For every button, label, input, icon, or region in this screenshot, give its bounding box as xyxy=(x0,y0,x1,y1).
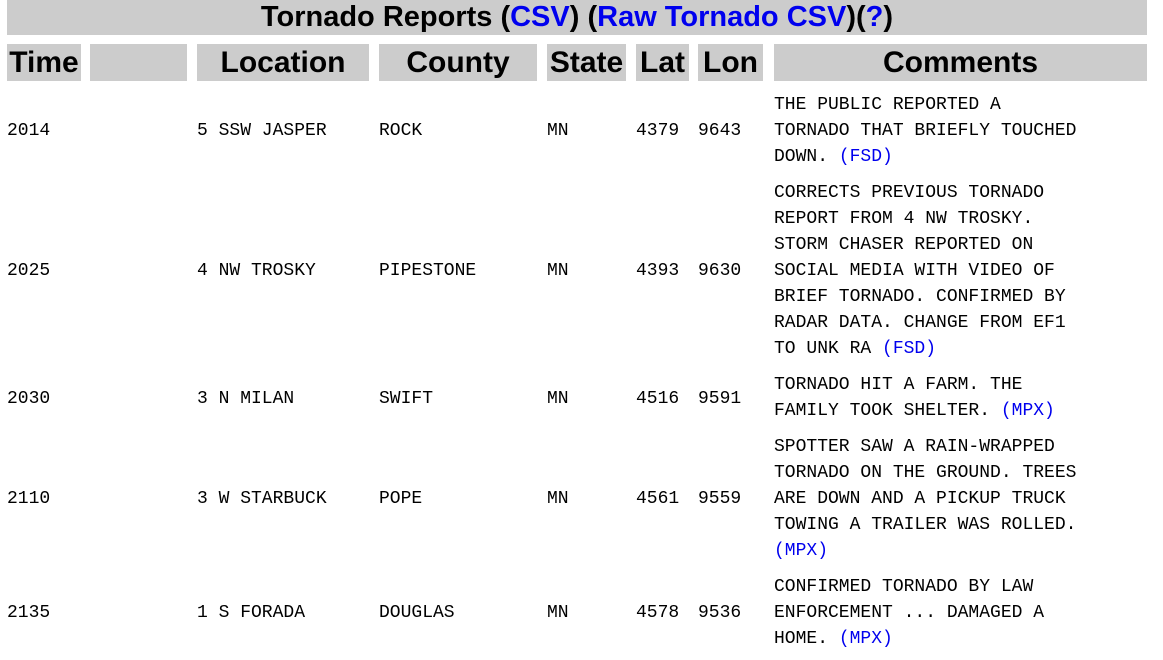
title-close: )( xyxy=(846,1,866,33)
csv-link[interactable]: CSV xyxy=(510,1,570,33)
title-prefix: Tornado Reports ( xyxy=(260,1,511,33)
comment-text: SPOTTER SAW A RAIN-WRAPPED TORNADO ON THE GROUND. TREES ARE DOWN AND A PICKUP TRUCK TOWING A TRAILER WAS ROLLED. xyxy=(774,437,1077,535)
cell-comment xyxy=(774,92,1149,170)
office-link[interactable]: (FSD) xyxy=(838,147,893,167)
column-header-lon[interactable]: Lon xyxy=(698,44,763,81)
column-header-state[interactable]: State xyxy=(547,44,626,81)
raw-csv-link[interactable]: Raw Tornado CSV xyxy=(597,1,847,33)
comment-text: CORRECTS PREVIOUS TORNADO REPORT FROM 4 NW TROSKY. STORM CHASER REPORTED ON SOCIAL MEDIA WITH VIDEO OF BRIEF TORNADO. CONFIRMED BY RADAR DATA. CHANGE FROM EF1 TO UNK RA xyxy=(774,183,1066,359)
cell-time: 2135 xyxy=(7,603,51,623)
cell-comment xyxy=(774,434,1149,564)
cell-state: MN xyxy=(547,603,569,623)
cell-comment xyxy=(774,180,1149,362)
cell-lon: 9559 xyxy=(698,489,742,509)
cell-time: 2014 xyxy=(7,121,51,141)
cell-lat: 4516 xyxy=(636,389,680,409)
title-middle: ) ( xyxy=(569,1,598,33)
cell-lat: 4561 xyxy=(636,489,680,509)
cell-time: 2025 xyxy=(7,261,51,281)
office-link[interactable]: (MPX) xyxy=(838,629,893,649)
cell-county: POPE xyxy=(379,489,423,509)
cell-lat: 4393 xyxy=(636,261,680,281)
comment-text: TORNADO HIT A FARM. THE FAMILY TOOK SHELTER. xyxy=(774,375,1023,421)
office-link[interactable]: (FSD) xyxy=(882,339,937,359)
cell-state: MN xyxy=(547,389,569,409)
column-header-blank[interactable] xyxy=(90,44,187,81)
table-title xyxy=(7,0,1147,35)
column-header-lat[interactable]: Lat xyxy=(636,44,689,81)
column-header-time[interactable]: Time xyxy=(7,44,81,81)
cell-comment xyxy=(774,574,1149,652)
column-header-location[interactable]: Location xyxy=(197,44,369,81)
cell-lat: 4578 xyxy=(636,603,680,623)
help-link[interactable]: ? xyxy=(865,1,884,33)
column-header-county[interactable]: County xyxy=(379,44,537,81)
cell-lon: 9536 xyxy=(698,603,742,623)
cell-location: 3 W STARBUCK xyxy=(197,489,327,509)
office-link[interactable]: (MPX) xyxy=(1000,401,1055,421)
cell-county: PIPESTONE xyxy=(379,261,477,281)
cell-location: 1 S FORADA xyxy=(197,603,306,623)
cell-location: 3 N MILAN xyxy=(197,389,295,409)
cell-state: MN xyxy=(547,489,569,509)
cell-location: 5 SSW JASPER xyxy=(197,121,327,141)
cell-county: ROCK xyxy=(379,121,423,141)
cell-lon: 9630 xyxy=(698,261,742,281)
cell-state: MN xyxy=(547,121,569,141)
cell-county: SWIFT xyxy=(379,389,434,409)
title-suffix: ) xyxy=(883,1,894,33)
cell-lat: 4379 xyxy=(636,121,680,141)
cell-lon: 9591 xyxy=(698,389,742,409)
column-header-comments[interactable]: Comments xyxy=(774,44,1147,81)
office-link[interactable]: (MPX) xyxy=(774,541,829,561)
cell-time: 2030 xyxy=(7,389,51,409)
cell-time: 2110 xyxy=(7,489,51,509)
comment-text: CONFIRMED TORNADO BY LAW ENFORCEMENT ... DAMAGED A HOME. xyxy=(774,577,1045,649)
cell-location: 4 NW TROSKY xyxy=(197,261,316,281)
cell-lon: 9643 xyxy=(698,121,742,141)
comment-text: THE PUBLIC REPORTED A TORNADO THAT BRIEFLY TOUCHED DOWN. xyxy=(774,95,1077,167)
cell-comment xyxy=(774,372,1149,424)
cell-county: DOUGLAS xyxy=(379,603,455,623)
cell-state: MN xyxy=(547,261,569,281)
